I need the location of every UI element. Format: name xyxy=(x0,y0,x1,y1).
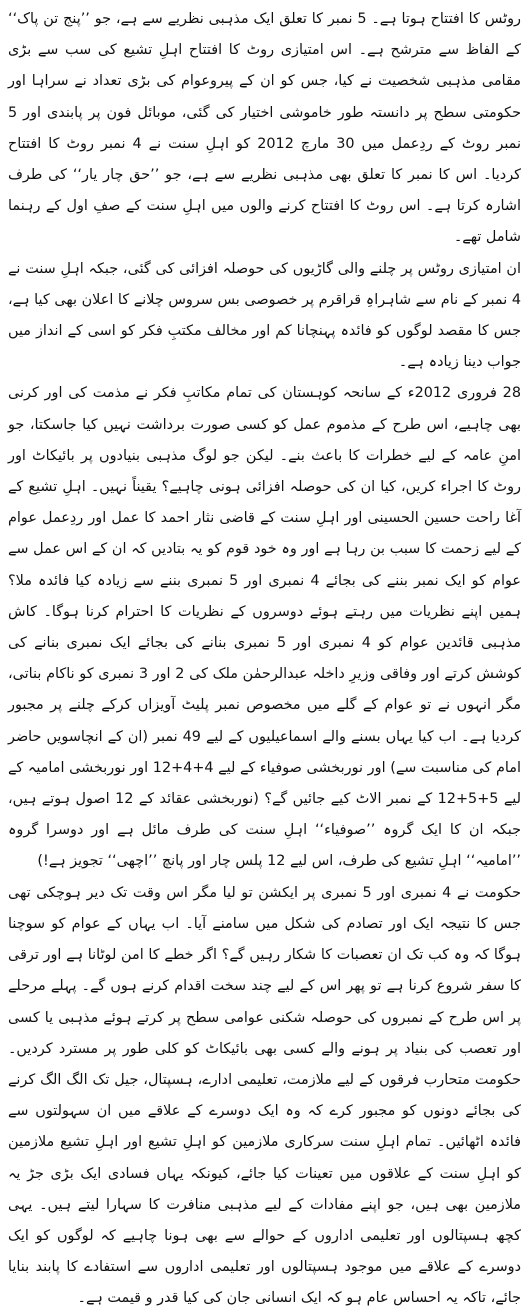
article-paragraph: روٹس کا افتتاح ہوتا ہے۔ 5 نمبر کا تعلق ایک مذہبی نظریے سے ہے، جو ’’پنج تن پاک‘‘ کے الفاظ سے مترشح ہے۔ اس امتیازی روٹ کا افتتاح اہلِ تشیع کی سب سے بڑی مقامی مذہبی شخصیت نے کیا، جس کو ان کے پیروعوام کی بڑی تعداد نے سراہا اور حکومتی سطح پر دانستہ طور خاموشی اختیار کی گئی، موبائل فون پر پابندی اور 5 نمبر روٹ کے ردِعمل میں 30 مارچ 2012 کو اہلِ سنت نے 4 نمبر روٹ کا افتتاح کردیا۔ اس کا نمبر کا تعلق بھی مذہبی نظریے سے ہے، جو ’’حق چار یار‘‘ کی طرف اشارہ کرتا ہے۔ اس روٹ کا افتتاح کرنے والوں میں اہلِ سنت کے صفِ اول کے رہنما شامل تھے۔ xyxy=(8,11,521,246)
article-paragraph: 28 فروری 2012ء کے سانحہ کوہستان کی تمام مکاتبِ فکر نے مذمت کی اور کرنی بھی چاہیے، اس طرح کے مذموم عمل کو کسی صورت برداشت نہیں کیا جاسکتا، جو امنِ عامہ کے لیے خطرات کا باعث بنے۔ لیکن جو لوگ مذہبی بنیادوں پر بائیکاٹ اور روٹ کا اجراء کریں، کیا ان کی حوصلہ افزائی ہونی چاہیے؟ یقیناً نہیں۔ اہلِ تشیع کے آغا راحت حسین الحسینی اور اہلِ سنت کے قاضی نثار احمد کا عمل اور ردِعمل عوام کے لیے زحمت کا سبب بن رہا ہے اور وہ خود قوم کو یہ بتادیں کہ ان کے اس عمل سے عوام کو ایک نمبر بننے کی بجائے 4 نمبری اور 5 نمبری بننے سے زیادہ کیا فائدہ ملا؟ ہمیں اپنے نظریات میں رہتے ہوئے دوسروں کے نظریات کا احترام کرنا ہوگا۔ کاش مذہبی قائدین عوام کو 4 نمبری اور 5 نمبری بنانے کی بجائے ایک نمبری بنانے کی کوشش کرتے اور وفاقی وزیرِ داخلہ عبدالرحمٰن ملک کی 2 اور 3 نمبری کو ناکام بناتی، مگر انہوں نے تو عوام کے گلے میں مخصوص نمبر پلیٹ آویزاں کرکے چلنے پر مجبور کردیا ہے۔ اب کیا یہاں بسنے والے اسماعیلیوں کے لیے 49 نمبر (ان کے انچاسویں حاضر امام کی مناسبت سے) اور نوربخشی صوفیاء کے لیے 4+4+12 اور نوربخشی امامیہ کے لیے 5+5+12 کے نمبر الاٹ کیے جائیں گے؟ (نوربخشی عقائد کے 12 اصول ہوتے ہیں، جبکہ ان کا ایک گروہ ’’صوفیاء‘‘ اہلِ سنت کی طرف مائل ہے اور دوسرا گروہ ’’امامیہ‘‘ اہلِ تشیع کی طرف، اس لیے 12 پلس چار اور پانچ ’’اچھی‘‘ تجویز ہے!) xyxy=(8,385,522,870)
article-paragraph: حکومت نے 4 نمبری اور 5 نمبری پر ایکشن تو لیا مگر اس وقت تک دیر ہوچکی تھی جس کا نتیجہ ایک اور تصادم کی شکل میں سامنے آیا۔ اب یہاں کے عوام کو سوچنا ہوگا کہ وہ کب تک ان تعصبات کا شکار رہیں گے؟ اگر خطے کا امن لوٹانا ہے اور ترقی کا سفر شروع کرنا ہے تو پھر اس کے لیے چند سخت اقدام کرنے ہوں گے۔ پہلے مرحلے پر اس طرح کے نمبروں کی حوصلہ شکنی عوامی سطح پر کرتے ہوئے مذہبی یا کسی اور تعصب کی بنیاد پر ہونے والے کسی بھی بائیکاٹ کو کلی طور پر مسترد کردیں۔ حکومت متحارب فرقوں کے لیے ملازمت، تعلیمی ادارے، ہسپتال، جیل تک الگ الگ کرنے کی بجائے دونوں کو مجبور کرے کہ وہ ایک دوسرے کے علاقے میں ان سہولتوں سے فائدہ اٹھائیں۔ تمام اہلِ سنت سرکاری ملازمین کو اہلِ تشیع اور اہلِ تشیع ملازمین کو اہلِ سنت کے علاقوں میں تعینات کیا جائے، کیونکہ یہاں فسادی ایک بڑی جڑ یہ ملازمین بھی ہیں، جو اپنے مفادات کے لیے مذہبی منافرت کا سہارا لیتے ہیں۔ یہی کچھ ہسپتالوں اور تعلیمی اداروں کے حوالے سے بھی ہونا چاہیے کہ لوگوں کو ایک دوسرے کے علاقے میں موجود ہسپتالوں اور تعلیمی اداروں سے استفادے کا پابند بنایا جائے، تاکہ یہ احساس عام ہو کہ ایک انسانی جان کی کیا قدر و قیمت ہے۔ xyxy=(8,884,521,1307)
article-paragraph: ان امتیازی روٹس پر چلنے والی گاڑیوں کی حوصلہ افزائی کی گئی، جبکہ اہلِ سنت نے 4 نمبر کے نام سے شاہراہِ قراقرم پر خصوصی بس سروس چلانے کا اعلان بھی کیا ہے، جس کا مقصد لوگوں کو فائدہ پہنچانا کم اور مخالف مکتبِ فکر کو اسی کے انداز میں جواب دینا زیادہ ہے۔ xyxy=(8,260,521,371)
